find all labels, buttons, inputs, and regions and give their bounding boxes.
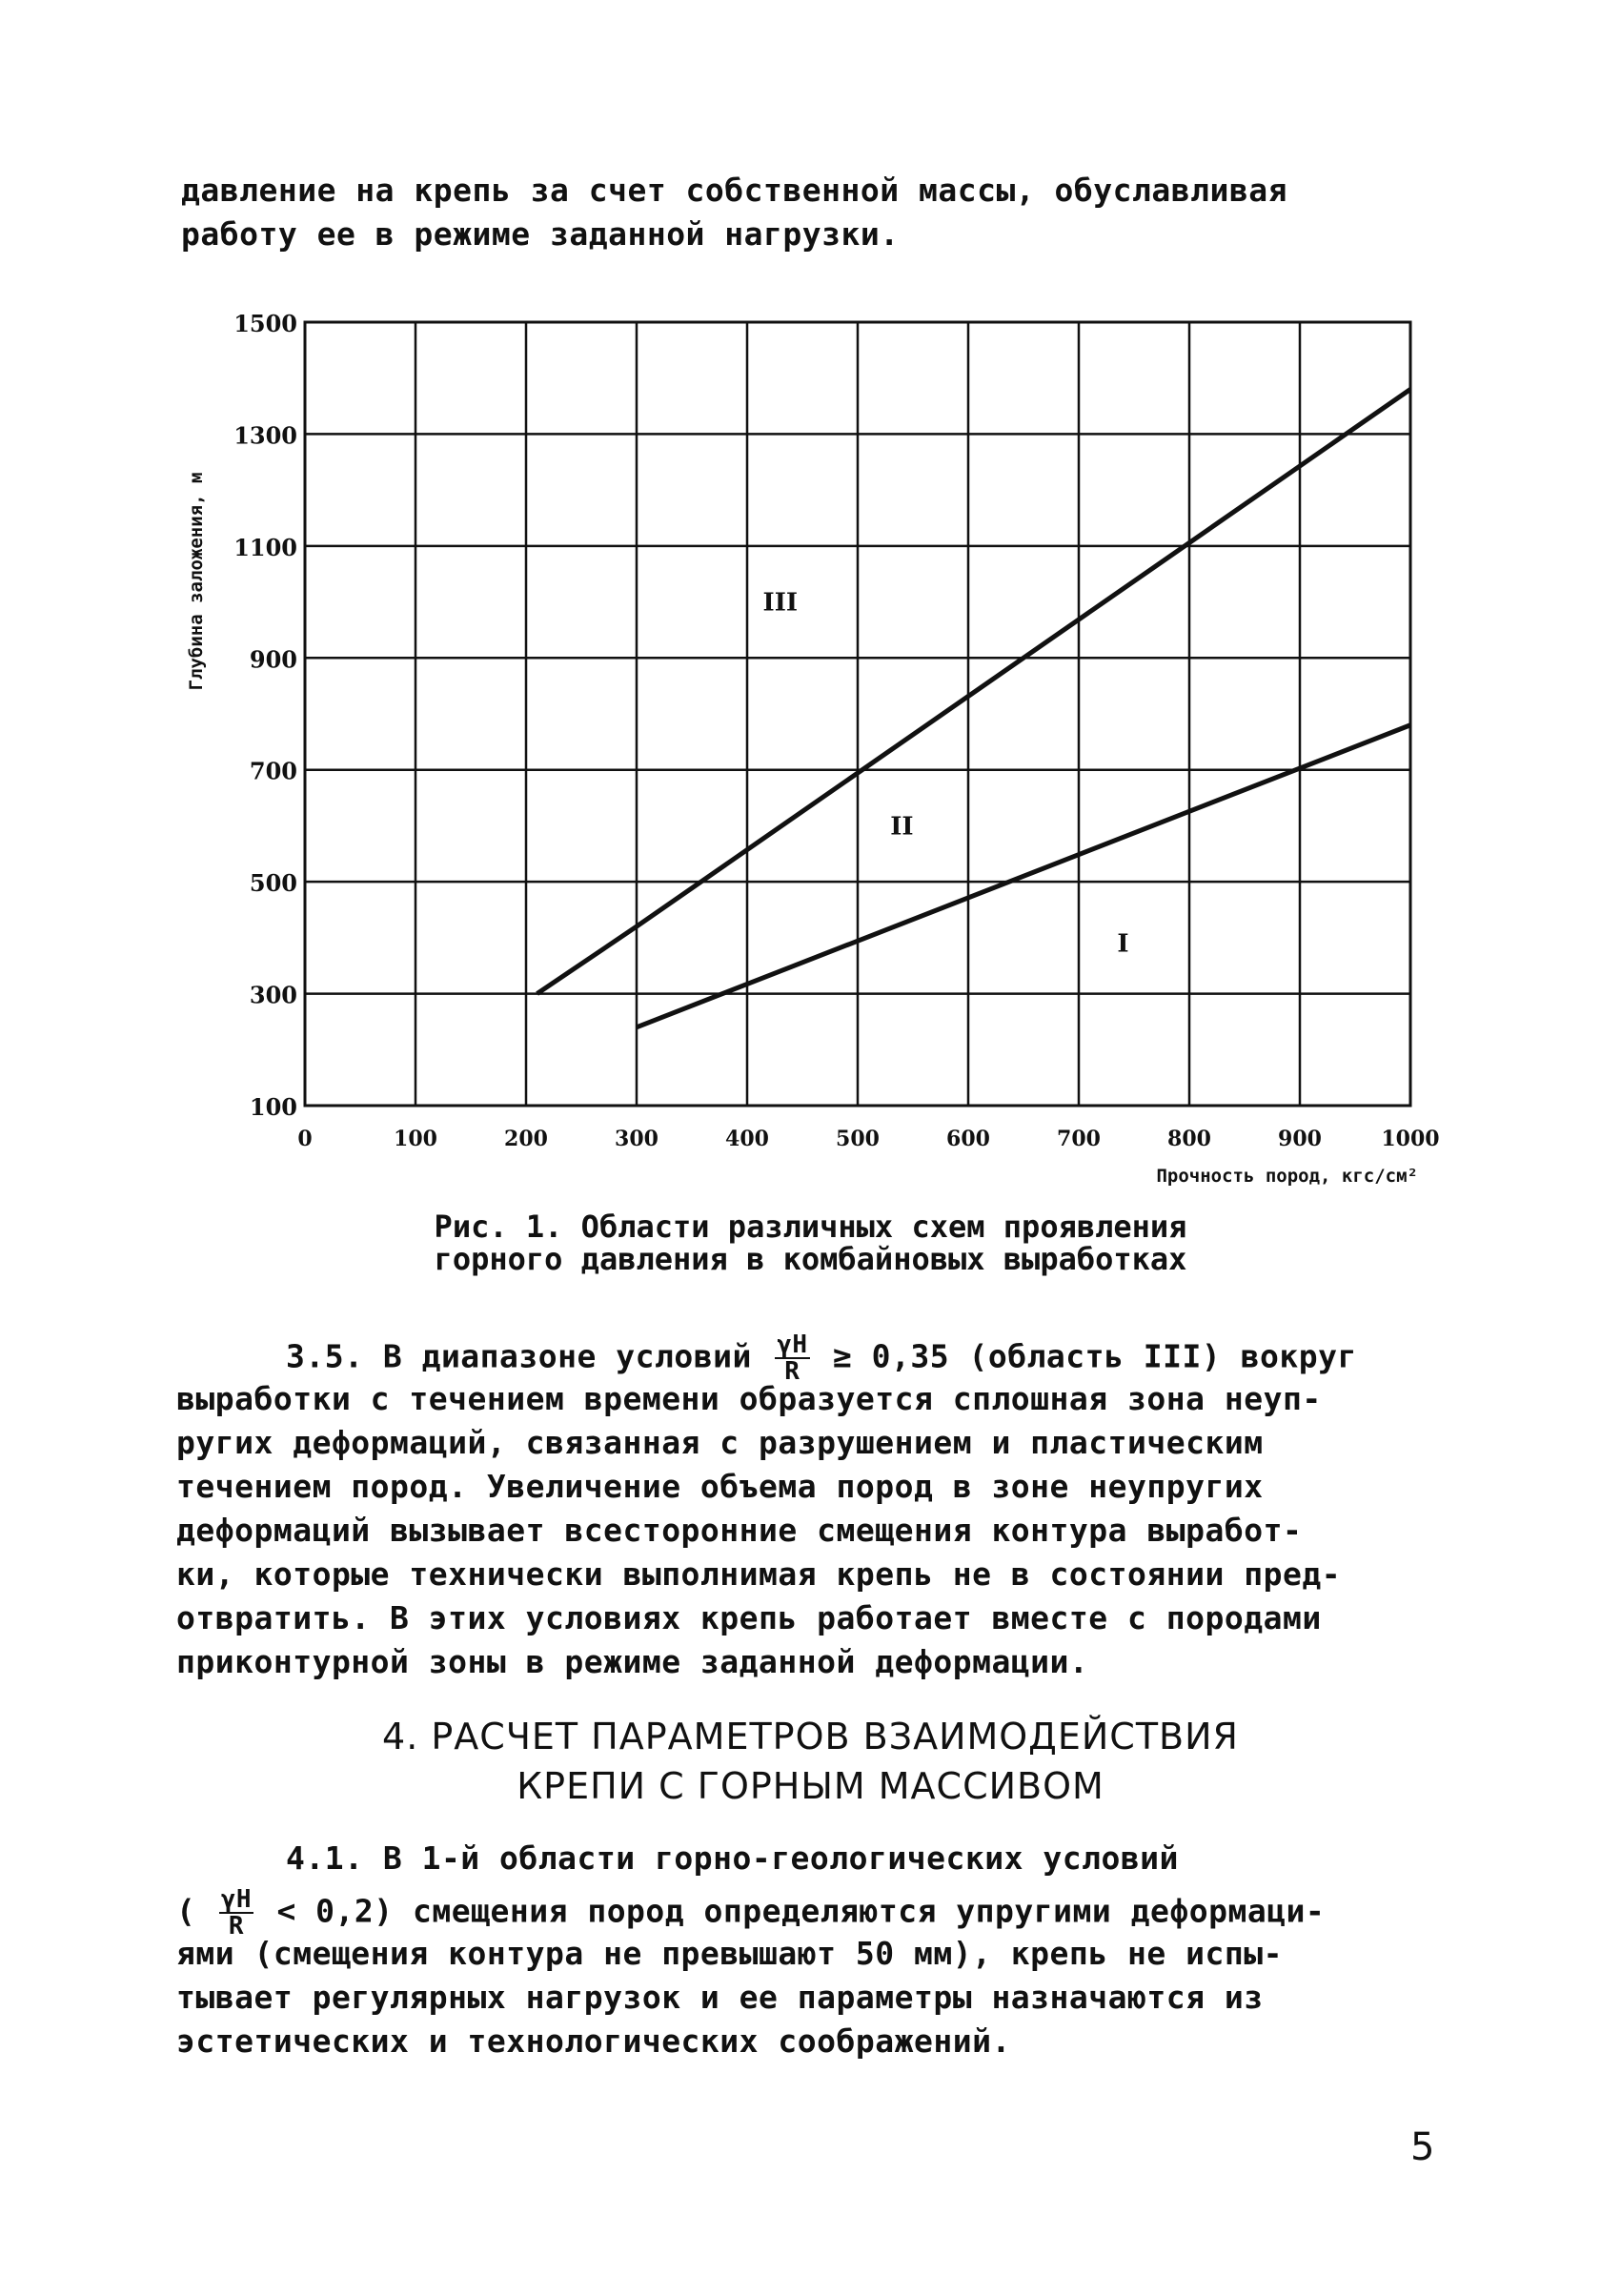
para-3-5-lead: 3.5. В диапазоне условий (286, 1337, 752, 1375)
y-axis-label: Глубина заложения, м (186, 472, 207, 691)
y-tick-label: 1500 (233, 310, 297, 337)
x-tick-label: 100 (394, 1127, 437, 1151)
y-tick-label: 1100 (233, 533, 297, 561)
region-labels (763, 589, 1129, 959)
chart-grid (305, 322, 1410, 1106)
para-3-5-condition: ≥ 0,35 (область III) вокруг (832, 1337, 1357, 1375)
figure-caption-line-2: горного давления в комбайновых выработках (434, 1241, 1187, 1277)
para-4-1-condition: < 0,2) смещения пород определяются упругими деформаци- (276, 1892, 1326, 1930)
gamma-h-over-r-fraction (775, 1332, 809, 1384)
y-tick-label: 700 (249, 757, 297, 785)
y-tick-label: 100 (249, 1093, 297, 1121)
para-3-5-line-6: ки, которые технически выполнимая крепь не в состоянии пред- (176, 1555, 1342, 1593)
x-tick-label: 300 (615, 1127, 659, 1151)
open-paren: ( (176, 1892, 196, 1930)
y-tick-label: 900 (249, 645, 297, 674)
para-3-5-line-3: ругих деформаций, связанная с разрушением и пластическим (176, 1424, 1264, 1461)
x-tick-label: 500 (836, 1127, 880, 1151)
para-4-1-line-4: тывает регулярных нагрузок и ее параметры назначаются из (176, 1979, 1264, 2016)
x-tick-label: 900 (1278, 1127, 1322, 1151)
para-3-5-line-1 (286, 1332, 1357, 1384)
region-label: II (890, 812, 914, 842)
para-3-5-line-5: деформаций вызывает всесторонние смещения контура выработ- (176, 1512, 1303, 1549)
para-4-1-line-1: 4.1. В 1-й области горно-геологических условий (286, 1839, 1179, 1877)
para-4-1-line-3: ями (смещения контура не превышают 50 мм), крепь не испы- (176, 1935, 1283, 1972)
figure-caption-line-1: Рис. 1. Области различных схем проявления (434, 1209, 1187, 1245)
intro-line-1: давление на крепь за счет собственной массы, обуславливая (181, 172, 1287, 209)
para-4-1-line-2 (176, 1887, 1325, 1939)
intro-line-2: работу ее в режиме заданной нагрузки. (181, 215, 900, 253)
x-tick-label: 1000 (1381, 1127, 1440, 1151)
y-tick-label: 500 (249, 869, 297, 898)
fraction-numerator: γH (777, 1331, 808, 1359)
section-4-title-line-2: КРЕПИ С ГОРНЫМ МАССИВОМ (517, 1765, 1104, 1807)
x-tick-label: 200 (504, 1127, 548, 1151)
series-line-1 (537, 389, 1410, 993)
x-tick-label: 700 (1057, 1127, 1101, 1151)
y-tick-label: 300 (249, 981, 297, 1009)
page-number: 5 (1410, 2125, 1435, 2169)
region-label: I (1117, 929, 1129, 959)
x-tick-label: 400 (725, 1127, 769, 1151)
section-4-title-line-1: 4. РАСЧЕТ ПАРАМЕТРОВ ВЗАИМОДЕЙСТВИЯ (382, 1716, 1239, 1758)
fraction-denominator: R (228, 1912, 244, 1940)
fraction-numerator: γH (220, 1885, 253, 1914)
x-tick-label: 800 (1167, 1127, 1211, 1151)
para-3-5-line-2: выработки с течением времени образуется сплошная зона неуп- (176, 1380, 1322, 1417)
fraction-denominator: R (784, 1357, 800, 1386)
x-axis-ticks (297, 1127, 1439, 1151)
x-tick-label: 0 (297, 1127, 313, 1151)
para-3-5-line-4: течением пород. Увеличение объема пород в зоне неупругих (176, 1468, 1264, 1505)
gamma-h-over-r-fraction (219, 1887, 253, 1939)
x-tick-label: 600 (946, 1127, 990, 1151)
region-label: III (762, 588, 799, 618)
para-3-5-line-7: отвратить. В этих условиях крепь работает вместе с породами (176, 1599, 1322, 1636)
x-axis-label: Прочность пород, кгс/см² (1156, 1166, 1418, 1187)
chart-series (537, 389, 1410, 1026)
para-3-5-line-8: приконтурной зоны в режиме заданной деформации. (176, 1643, 1089, 1680)
y-axis-ticks (233, 310, 297, 1121)
para-4-1-line-5: эстетических и технологических соображений. (176, 2022, 1011, 2060)
y-tick-label: 1300 (233, 421, 297, 450)
